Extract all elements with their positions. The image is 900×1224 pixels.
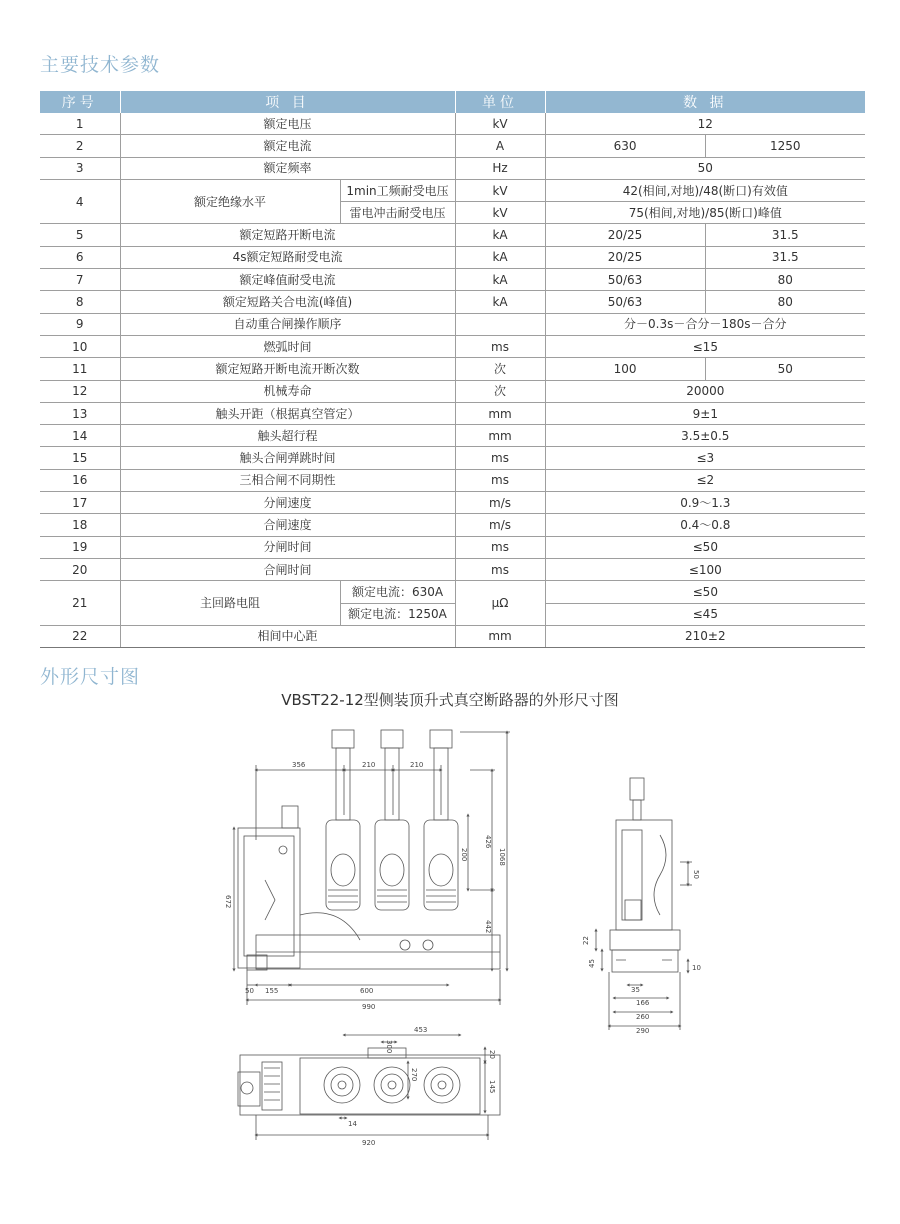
row-no: 13: [40, 402, 120, 424]
row-no: 18: [40, 514, 120, 536]
side-dim-166: 166: [636, 999, 650, 1007]
row-value: 210±2: [545, 625, 865, 647]
row-item: 触头开距（根据真空管定）: [120, 402, 455, 424]
row-value: 12: [545, 113, 865, 135]
row-value-2: 31.5: [705, 224, 865, 246]
row-unit: ms: [455, 469, 545, 491]
row-value: ≤45: [545, 603, 865, 625]
row-no: 4: [40, 179, 120, 224]
header-data: 数 据: [545, 91, 865, 113]
row-no: 15: [40, 447, 120, 469]
row-item: 额定短路开断电流开断次数: [120, 358, 455, 380]
row-no: 10: [40, 335, 120, 357]
row-value-1: 100: [545, 358, 705, 380]
front-view-labels: [224, 761, 506, 1011]
dim-672: 672: [224, 895, 232, 909]
row-value: 20000: [545, 380, 865, 402]
row-unit: ms: [455, 335, 545, 357]
dim-600: 600: [360, 987, 374, 995]
side-dim-45: 45: [588, 959, 596, 968]
row-item: 燃弧时间: [120, 335, 455, 357]
dim-200: 200: [460, 848, 468, 862]
row-unit: kV: [455, 113, 545, 135]
row-value-1: 20/25: [545, 246, 705, 268]
row-value-1: 20/25: [545, 224, 705, 246]
dim-990: 990: [362, 1003, 376, 1011]
row-item: 额定电流: [120, 135, 455, 157]
row-unit: ms: [455, 536, 545, 558]
row-value-2: 31.5: [705, 246, 865, 268]
row-no: 20: [40, 558, 120, 580]
row-sub-item: 1min工频耐受电压: [340, 179, 455, 201]
row-value-2: 50: [705, 358, 865, 380]
row-no: 22: [40, 625, 120, 647]
pole-3: [424, 730, 458, 910]
row-sub-item: 额定电流：630A: [340, 581, 455, 603]
top-pole-3: [424, 1067, 460, 1103]
row-value: 42(相间,对地)/48(断口)有效值: [545, 179, 865, 201]
dim-50: 50: [245, 987, 254, 995]
row-value: 3.5±0.5: [545, 425, 865, 447]
header-no: 序号: [40, 91, 120, 113]
row-group: 主回路电阻: [120, 581, 340, 626]
row-item: 分闸速度: [120, 492, 455, 514]
row-no: 2: [40, 135, 120, 157]
row-unit: mm: [455, 402, 545, 424]
row-no: 3: [40, 157, 120, 179]
row-no: 14: [40, 425, 120, 447]
side-dim-50: 50: [692, 870, 700, 879]
row-value: 分－0.3s－合分－180s－合分: [545, 313, 865, 335]
row-unit: 次: [455, 380, 545, 402]
row-unit: mm: [455, 425, 545, 447]
row-unit: kA: [455, 224, 545, 246]
row-sub-item: 雷电冲击耐受电压: [340, 202, 455, 224]
row-value-2: 1250: [705, 135, 865, 157]
side-dim-35: 35: [631, 986, 640, 994]
row-unit: Hz: [455, 157, 545, 179]
row-group: 额定绝缘水平: [120, 179, 340, 224]
pole-2: [375, 730, 409, 910]
row-value-1: 50/63: [545, 269, 705, 291]
row-no: 16: [40, 469, 120, 491]
row-item: 分闸时间: [120, 536, 455, 558]
header-unit: 单位: [455, 91, 545, 113]
row-no: 6: [40, 246, 120, 268]
side-view-labels: [582, 870, 701, 1035]
row-value-2: 80: [705, 291, 865, 313]
row-no: 19: [40, 536, 120, 558]
row-unit: μΩ: [455, 581, 545, 626]
row-item: 合闸速度: [120, 514, 455, 536]
row-item: 相间中心距: [120, 625, 455, 647]
top-dim-14: 14: [348, 1120, 357, 1128]
section-title-specs: 主要技术参数: [40, 54, 161, 76]
row-value: ≤50: [545, 536, 865, 558]
row-sub-item: 额定电流：1250A: [340, 603, 455, 625]
row-value: ≤3: [545, 447, 865, 469]
dim-210a: 210: [362, 761, 376, 769]
top-dim-300: 300: [385, 1040, 393, 1054]
header-item: 项 目: [120, 91, 455, 113]
dim-1068: 1068: [498, 848, 506, 866]
row-no: 8: [40, 291, 120, 313]
row-unit: mm: [455, 625, 545, 647]
front-view: [234, 730, 510, 1005]
row-unit: ms: [455, 447, 545, 469]
dim-155: 155: [265, 987, 279, 995]
row-unit: kV: [455, 179, 545, 201]
row-unit: m/s: [455, 492, 545, 514]
row-value: 75(相间,对地)/85(断口)峰值: [545, 202, 865, 224]
row-item: 额定短路开断电流: [120, 224, 455, 246]
row-item: 额定峰值耐受电流: [120, 269, 455, 291]
side-dim-10: 10: [692, 964, 701, 972]
top-view: [238, 1035, 500, 1140]
row-item: 触头合闸弹跳时间: [120, 447, 455, 469]
row-value: ≤100: [545, 558, 865, 580]
row-value-1: 630: [545, 135, 705, 157]
dim-210b: 210: [410, 761, 424, 769]
top-dim-270: 270: [410, 1068, 418, 1082]
row-value: 9±1: [545, 402, 865, 424]
top-view-labels: [348, 1026, 496, 1147]
row-no: 21: [40, 581, 120, 626]
side-dim-22: 22: [582, 936, 590, 945]
row-value-2: 80: [705, 269, 865, 291]
row-item: 触头超行程: [120, 425, 455, 447]
row-value: ≤2: [545, 469, 865, 491]
row-no: 9: [40, 313, 120, 335]
dim-426: 426: [484, 835, 492, 849]
top-pole-2: [374, 1067, 410, 1103]
row-item: 额定电压: [120, 113, 455, 135]
side-dim-260: 260: [636, 1013, 650, 1021]
row-unit: 次: [455, 358, 545, 380]
row-value: ≤50: [545, 581, 865, 603]
row-value: 50: [545, 157, 865, 179]
row-unit: A: [455, 135, 545, 157]
side-dim-290: 290: [636, 1027, 650, 1035]
row-no: 5: [40, 224, 120, 246]
top-pole-1: [324, 1067, 360, 1103]
dim-442: 442: [484, 920, 492, 934]
row-item: 自动重合闸操作顺序: [120, 313, 455, 335]
row-value-1: 50/63: [545, 291, 705, 313]
row-item: 额定频率: [120, 157, 455, 179]
row-item: 三相合闸不同期性: [120, 469, 455, 491]
side-view: [596, 778, 692, 1030]
row-unit: kA: [455, 291, 545, 313]
section-title-dimensions: 外形尺寸图: [40, 666, 141, 688]
top-dim-453: 453: [414, 1026, 428, 1034]
row-item: 机械寿命: [120, 380, 455, 402]
row-item: 额定短路关合电流(峰值): [120, 291, 455, 313]
row-unit: kA: [455, 269, 545, 291]
dim-356: 356: [292, 761, 306, 769]
row-value: 0.4～0.8: [545, 514, 865, 536]
row-unit: ms: [455, 558, 545, 580]
drawing-title: VBST22-12型侧装顶升式真空断路器的外形尺寸图: [281, 691, 619, 709]
row-unit: kV: [455, 202, 545, 224]
row-value: 0.9～1.3: [545, 492, 865, 514]
row-item: 合闸时间: [120, 558, 455, 580]
row-no: 7: [40, 269, 120, 291]
row-no: 17: [40, 492, 120, 514]
row-value: ≤15: [545, 335, 865, 357]
pole-1: [326, 730, 360, 910]
row-unit: m/s: [455, 514, 545, 536]
row-item: 4s额定短路耐受电流: [120, 246, 455, 268]
top-dim-20: 20: [488, 1050, 496, 1059]
row-unit: kA: [455, 246, 545, 268]
top-dim-920: 920: [362, 1139, 376, 1147]
row-no: 12: [40, 380, 120, 402]
top-dim-145: 145: [488, 1080, 496, 1094]
row-no: 11: [40, 358, 120, 380]
row-no: 1: [40, 113, 120, 135]
